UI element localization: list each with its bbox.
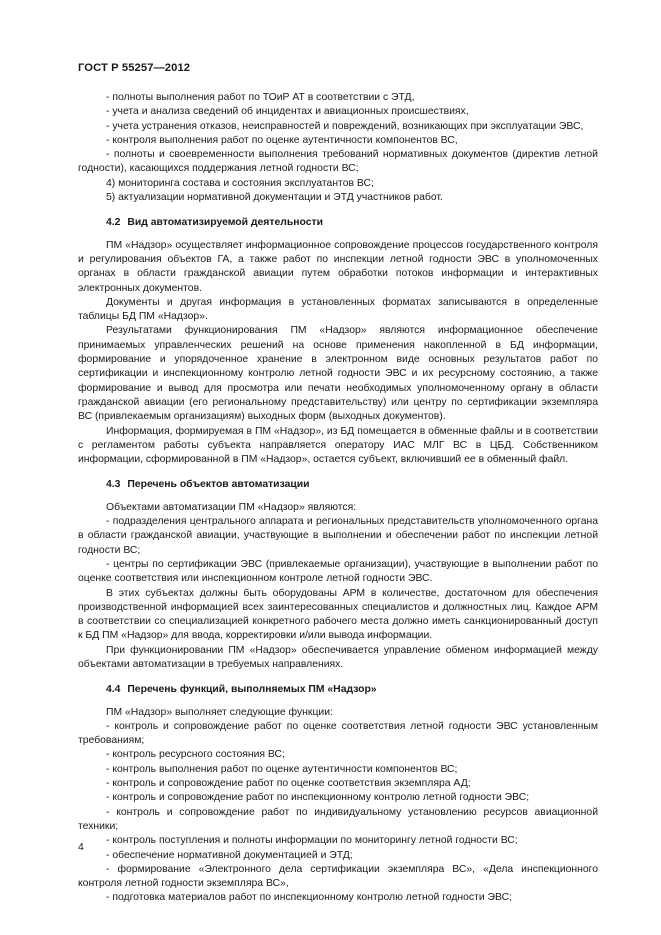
section-number: 4.2 (106, 217, 121, 229)
list-item: 5) актуализации нормативной документации и ЭТД участников работ. (106, 192, 443, 204)
list-item: - контроля выполнения работ по оценке аутентичности компонентов ВС, (106, 134, 458, 146)
paragraph: Документы и другая информация в установленных форматах записываются в определенные таблицы БД ПМ «Надзор». (78, 296, 598, 323)
list-item: - формирование «Электронного дела сертификации экземпляра ВС», «Дела инспекционного контроля летной годности экземпляра ВС», (78, 863, 598, 890)
section-number: 4.4 (106, 684, 121, 696)
page-number: 4 (78, 842, 84, 853)
list-item: - контроль и сопровождение работ по оценке соответствия летной годности ЭВС установленным требованиям; (78, 720, 598, 747)
section-title: Вид автоматизируемой деятельности (127, 217, 323, 229)
document-body (78, 91, 598, 906)
list-item: 4) мониторинга состава и состояния эксплуатантов ВС; (106, 177, 374, 189)
list-item: - центры по сертификации ЭВС (привлекаемые организации), участвующие в выполнении работ по оценке соответствия или инспекционном контроле летной годности ЭВС. (78, 558, 598, 585)
paragraph: Информация, формируемая в ПМ «Надзор», из БД помещается в обменные файлы и в соответствии с регламентом работы субъекта направляется оператору ИАС МЛГ ВС в ЦБД. Собственником информации, сформированной в ПМ «Надзор», остается субъект, включивший ее в обменный файл. (78, 425, 598, 466)
section-number: 4.3 (106, 479, 121, 491)
list-item: - контроль и сопровождение работ по оценке соответствия экземпляра АД; (106, 778, 471, 790)
paragraph: Объектами автоматизации ПМ «Надзор» являются: (106, 501, 357, 513)
paragraph: ПМ «Надзор» выполняет следующие функции: (106, 706, 333, 718)
paragraph: При функционировании ПМ «Надзор» обеспечивается управление обменом информацией между объектами автоматизации в требуемых направлениях. (78, 644, 598, 670)
list-item: - подразделения центрального аппарата и региональных представительств уполномоченного органа в области гражданской авиации, участвующие в выполнении и обеспечении работ по инспекции летной годности ВС; (78, 516, 598, 556)
paragraph: Результатами функционирования ПМ «Надзор» являются информационное обеспечение принимаемых управленческих решений на основе применения накопленной в БД информации, формирование и упорядоченное хранение в электронном виде основных результатов работ по сертификации и инспекционному контролю летной годности ЭВС и их ресурсному состоянию, а также формирование и вывод для просмотра или печати необходимых уполномоченному органу в области гражданской авиации (его региональному представительству) или центру по сертификации экземпляра ВС (привлекаемым организациям) выходных форм (выходных документов). (78, 325, 598, 423)
section-heading-4-2 (78, 216, 598, 230)
list-item: - полноты выполнения работ по ТОиР АТ в соответствии с ЭТД, (106, 92, 415, 103)
list-item: - учета и анализа сведений об инцидентах и авиационных происшествиях, (106, 106, 469, 118)
section-title: Перечень объектов автоматизации (127, 479, 310, 491)
list-item: - полноты и своевременности выполнения требований нормативных документов (директив летной годности), касающихся поддержания летной годности ВС; (78, 149, 598, 175)
document-header: ГОСТ Р 55257—2012 (78, 62, 191, 74)
section-heading-4-4 (78, 683, 598, 697)
paragraph: В этих субъектах должны быть оборудованы АРМ в количестве, достаточном для обеспечения производственной информацией всех заинтересованных специалистов и должностных лиц. Каждое АРМ в соответствии со специализацией конкретного рабочего места должно иметь санкционированный доступ к БД ПМ «Надзор» для ввода, корректировки и/или вывода информации. (78, 587, 598, 642)
list-item: - учета устранения отказов, неисправностей и повреждений, возникающих при эксплуатации ЭВС, (106, 120, 584, 132)
section-title: Перечень функций, выполняемых ПМ «Надзор» (127, 684, 377, 696)
list-item: - контроль поступления и полноты информации по мониторингу летной годности ВС; (106, 835, 518, 847)
list-item: - контроль выполнения работ по оценке аутентичности компонентов ВС; (106, 763, 458, 775)
list-item: - контроль ресурсного состояния ВС; (106, 749, 285, 761)
section-heading-4-3 (78, 478, 598, 492)
list-item: - подготовка материалов работ по инспекционному контролю летной годности ЭВС; (106, 892, 512, 904)
list-item: - контроль и сопровождение работ по индивидуальному установлению ресурсов авиационной техники; (78, 806, 598, 832)
paragraph: ПМ «Надзор» осуществляет информационное сопровождение процессов государственного контроля и регулирования объектов ГА, а также работ по инспекции летной годности ЭВС в уполномоченных органах в области гражданской авиации путем обработки потоков информации и интерактивных электронных документов. (78, 239, 598, 294)
list-item: - обеспечение нормативной документацией и ЭТД; (106, 849, 353, 861)
list-item: - контроль и сопровождение работ по инспекционному контролю летной годности ЭВС; (106, 792, 530, 804)
